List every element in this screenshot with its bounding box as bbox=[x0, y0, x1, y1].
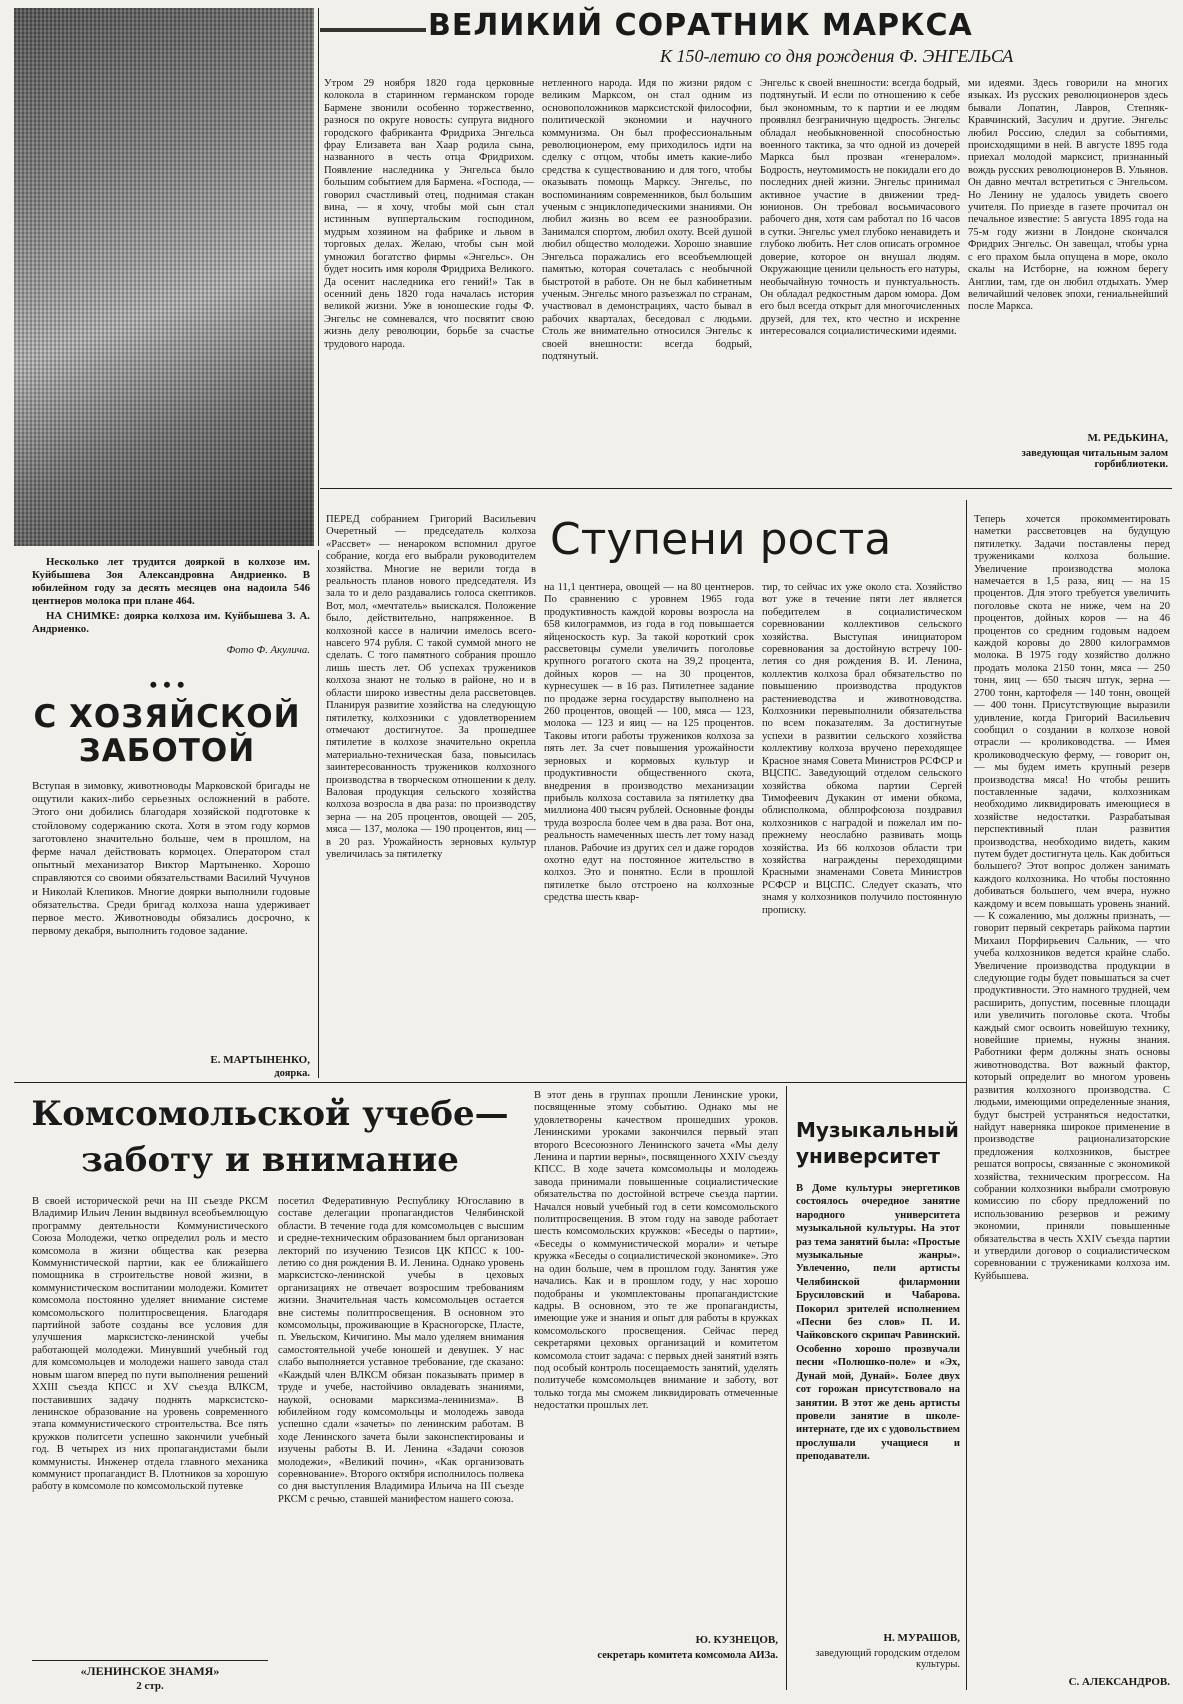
zabota-author-role: доярка. bbox=[274, 1068, 310, 1079]
zabota-dots: ••• bbox=[149, 672, 191, 697]
komsomol-title-line2: заботу и внимание bbox=[81, 1140, 459, 1180]
komsomol-title-line1: Комсомольской учебе— bbox=[31, 1094, 509, 1134]
engels-author: М. РЕДЬКИНА, bbox=[1087, 432, 1168, 444]
music-author: Н. МУРАШОВ, bbox=[883, 1632, 960, 1644]
zabota-title: С ХОЗЯЙСКОЙ ЗАБОТОЙ bbox=[33, 699, 301, 769]
engels-author-role: заведующая читальным залом горбиблиотеки. bbox=[1021, 448, 1168, 470]
photo-caption-text: Несколько лет трудится дояркой в колхозе им. Куйбышева Зоя Александровна Андриенко. В юбилейном году за десять месяцев она надоила 546 центнеров молока при плане 464. bbox=[32, 556, 310, 607]
engels-col-4: ми идеями. Здесь говорили на многих языках. Из русских революционеров здесь бывали Лопатин, Лавров, Степняк-Кравчинский, Засулич и другие. Энгельс любил Россию, следил за событиями, происходящими в ней. В августе 1895 года приехал молодой марксист, признанный вождь русских революционеров В. Ульянов. Он давно мечтал встретиться с Энгельсом. Но Ленину не удалось увидеть своего учителя. По приезде в газете прочитал он печальное известие: 5 августа 1895 года на 75-м году жизни в Лондоне скончался Фридрих Энгельс. Он завещал, чтобы урна с его прахом была опущена в море, около скалы на Истборне, на южном берегу Англии, там, где он любил отдыхать. Умер величайший человек эпохи, гениальнейший после Маркса. bbox=[968, 78, 1168, 313]
komsomol-author: Ю. КУЗНЕЦОВ, bbox=[695, 1634, 778, 1646]
music-author-role: заведующий городским отделом культуры. bbox=[815, 1648, 960, 1670]
page-number: 2 стр. bbox=[136, 1680, 164, 1692]
newspaper-name: «ЛЕНИНСКОЕ ЗНАМЯ» bbox=[80, 1664, 220, 1678]
stupeni-title: Ступени роста bbox=[550, 514, 892, 565]
komsomol-col-1: В своей исторической речи на III съезде РКСМ Владимир Ильич Ленин выдвинул всеобъемлющую программу деятельности Коммунистического Союза Молодежи, четко определил роль и место комсомола в жизни общества как резерва Коммунистической партии, как ее ближайшего помощника в строительстве новой жизни, в коммунистическом воспитании молодежи. Комитет комсомола постоянно уделяет внимание системе комсомольского политпросвещения. Благодаря партийной заботе созданы все условия для улучшения марксистско-ленинской учебы работающей молодежи. Минувший учебный год для комсомольцев и молодежи нашего завода стал новым шагом вперед по пути выполнения решений XXIII съезда КПСС и XV съезда ВЛКСМ, поставивших задачу поднять марксистско-ленинское образование на уровень современного этапа коммунистического строительства. Все пять кружков политсети успешно закончили учебный год. В четырех из них пропагандистами были коммунисты. Инженер отдела главного механика коммунист пропагандист В. Плотников за хорошую работу в комсомоле по комсомольской путевке bbox=[32, 1196, 268, 1493]
music-title-line2: университет bbox=[796, 1144, 941, 1168]
stupeni-col-4: Теперь хочется прокомментировать наметки рассветовцев на будущую пятилетку. Задачи поставлены перед тружениками колхоза большие. Увеличение производства молока намечается в 1,5 раза, яиц — на 15 процентов. Для этого требуется увеличить поголовье скота не ниже, чем на 20 процентов, дойных коров — на 46 процентов со средним годовым надоем каждой коровы до 2800 килограммов молока. В 1975 году хозяйство должно продать молока 2150 тонн, мяса — 250 тонн, яиц — 650 тысяч штук, зерна — 2700 тонн, картофеля — 140 тонн, овощей — 400 тонн. Присутствующие выразили удивление, когда Григорий Васильевич сообщил о создании в колхозе новой отрасли — кролиководства. — Имея кролиководческую ферму, — говорит он, — мы будем иметь крупный резерв производства мяса! Но чтобы решить поставленные задачи, колхозникам необходимо ликвидировать имеющиеся в хозяйстве недостатки. Разрабатывая перспективный план развития производства, необходимо видеть, каким путем будет достигнута цель. Как добиться большего? Этот вопрос должен занимать каждого колхозника. Но чтобы постоянно добиваться большего, чем вчера, нужно каждому и всем повышать уровень знаний. — К сожалению, мы должны признать, — говорит первый секретарь райкома партии Михаил Порфирьевич Сальник, — что учеба колхозников ведется крайне слабо. Увеличение производства продукции в следующие годы будет повышаться за счет продуктивности. Это намного трудней, чем расширить, допустим, посевные площади или увеличить поголовье скота. Чтобы каждый смог освоить новейшую технику, новейшие приемы, нужны знания. Работники ферм должны знать основы животноводства. Вот важный фактор, который определит во многом уровень развития колхозного производства. С людьми, имеющими определенные знания, будут быстрей устраняться недостатки, найдут наверняка широкое применение в производстве рационализаторские предложения колхозников, быстрее решатся вопросы, связанные с экономикой хозяйства, техническим прогрессом. На собрании колхозники выбрали смотровую комиссию по сбору предложений по использованию резервов и режиму экономии, приняли повышенные обязательства в честь XXIV съезда партии и утвердили договор о социалистическом соревновании с тружениками колхоза им. Куйбышева. bbox=[974, 514, 1170, 1282]
milkmaid-photo bbox=[14, 8, 314, 546]
stupeni-col-1: ПЕРЕД собранием Григорий Васильевич Очеретный — председатель колхоза «Рассвет» — ненароком вспомнил другое собрание, когда его выбрали руководителем хозяйства. Многие не верили тогда в реальность планов нового председателя. Из зала то и дело раздавались голоса скептиков. Вот, мол, «мечтатель» выискался. Положение было, действительно, напряженное. В колхозной кассе в наличии имелось всего-навсего 974 рубля. С такой суммой много не сделать. С того памятного собрания прошло лишь шесть лет. Об успехах тружеников колхоза знают не только в районе, но и в области широко известны дела рассветовцев. Планируя развитие хозяйства на следующую пятилетку, колхозники с удовлетворением отмечают достигнутое. За прошедшее пятилетие в колхозе значительно окрепла материально-техническая база, повысилась заинтересованность тружеников колхозного производства в творческом отношении к делу. Валовая продукция сельского хозяйства колхоза возросла в два раза: по производству зерна — на 205 процентов, овощей — 205, мяса — 137, молока — 190 процентов, яиц — в 20 раз. Урожайность зерновых культур увеличилась за пятилетку bbox=[326, 514, 536, 860]
engels-col-1: Утром 29 ноября 1820 года церковные колокола в старинном германском городе Бармене звонили особенно торжественно, разнося по округе новость: супруга видного городского фабриканта Фридриха Энгельса фрау Елизавета ван Хаар родила сына, названного в честь отца Фридрихом. Появление наследника у Энгельса было большим событием для Бармена. «Господа, — говорил счастливый отец, поднимая стакан вина, — я хочу, чтобы мой сын стал истинным вуппертальским господином, мудрым хозяином на фабрике и львом в торговых делах. Желаю, чтобы сын мой умножил богатство фирмы «Энгельс». Он будет носить имя короля Фридриха Великого. Да осенит наследника его гений!» Так в осенний день 1820 года началась история великой жизни. Уже в юношеские годы Ф. Энгельс не сомневался, что посвятит свою жизнь делу революции, борьбе за счастье трудового народа. bbox=[324, 78, 534, 350]
komsomol-col-2: посетил Федеративную Республику Югославию в составе делегации пропагандистов Челябинской области. В течение года для комсомольцев с высшим и средне-техническим образованием был организован лекторий по изучению Тезисов ЦК КПСС к 100-летию со дня рождения В. И. Ленина. Однако уровень марксистско-ленинской учебы в цеховых организациях не отвечает возросшим требованиям жизни. Значительная часть комсомольцев остается вне системы политпросвещения. В основном это комсомольцы, проживающие в Красногорске, Пласте, п. Увельском, Кичигино. Мы мало уделяем внимания самостоятельной учебе юношей и девушек. У нас слабо выполняется уставное требование, где сказано: «Каждый член ВЛКСМ обязан показывать пример в труде и учебе, настойчиво овладевать знаниями, наукой, основами марксизма-ленинизма». В юбилейном году комсомольцы и молодежь завода успешно сдали «зачеты» по ленинским работам. В ходе Ленинского зачета были законспектированы и изучены работы В. И. Ленина «Задачи союзов молодежи», «Великий почин», «Как организовать соревнование». Второго октября исполнилось полвека со дня выступления Владимира Ильича на III съезде РКСМ с речью, ставшей манифестом нашего союза. bbox=[278, 1196, 524, 1505]
music-body: В Доме культуры энергетиков состоялось очередное занятие народного университета музыкальной культуры. На этот раз тема занятий была: «Простые музыкальные жанры». Увлеченно, пели артисты Челябинской филармонии Брусиловский и Чабарова. Покорил зрителей исполнением «Песни без слов» П. И. Чайковского скрипач Равинский. Особенно хорошо прозвучали песни «Полюшко-поле» и «Эх, Дунай мой, Дунай». Более двух сот горожан присутствовало на занятии. В этот же день артисты провели занятие в школе-интернате, где их с удовольствием прослушали учащиеся и преподаватели. bbox=[796, 1183, 960, 1463]
komsomol-col-3: В этот день в группах прошли Ленинские уроки, посвященные этому событию. Однако мы не удовлетворены качеством прошедших уроков. Ленинскими уроками закончился первый этап второго Всесоюзного Ленинского зачета «Мы делу Ленина и партии верны», посвященного XXIV съезду КПСС. В ходе зачета комсомольцы и молодежь завода принимали повышенные социалистические обязательства по достойной встрече съезда партии. Начался новый учебный год в сети комсомольского политпросвещения. В этом году на заводе работает шесть комсомольских кружков: «Беседы о партии», «Беседы о коммунистической морали» и четыре кружка «Беседы о социалистической экономике». Это на один больше, чем в прошлом году. Занятия уже начались. Как и в прошлом году, у нас хорошо подобраны и укомплектованы пропагандистские кадры. В основном, это те же пропагандисты, имеющие уже и знания и опыт для работы в кружках комсомольского просвещения. Сейчас перед секретарями цеховых организаций и комитетом комсомола стоит задача: с первых дней занятий взять под особый контроль посещаемость занятий, уделять политучебе комсомольцев внимание и заботу, вот только тогда мы сможем ликвидировать отмеченные недостатки прошлых лет. bbox=[534, 1090, 778, 1412]
photo-caption bbox=[32, 556, 310, 657]
engels-col-3: Энгельс к своей внешности: всегда бодрый, подтянутый. И если по отношению к себе был экономным, то к партии и ее людям проявлял безграничную щедрость. Энгельс обладал необыкновенной способностью военного тактика, за что одной из дочерей Маркса был прозван «генералом». Бодрость, неутомимость не покидали его до последних дней жизни. Энгельс принимал активное участие в движении тред-юнионов. Он требовал восьмичасового рабочего дня, хотя сам работал по 16 часов в сутки. Энгельс умел глубоко ненавидеть и глубоко любить. Нет слов описать огромное доверие, которое он внушал людям. Окружающие ценили цельность его натуры, необычайную точность и пунктуальность. Он обладал редкостным даром юмора. Дом его был всегда открыт для многочисленных друзей, для тех, кто честно и искренне интересовался социалистическими идеями. bbox=[760, 78, 960, 338]
stupeni-author: С. АЛЕКСАНДРОВ. bbox=[1068, 1676, 1170, 1688]
engels-subtitle: К 150-летию со дня рождения Ф. ЭНГЕЛЬСА bbox=[660, 46, 1014, 66]
engels-col-2: нетленного народа. Идя по жизни рядом с великим Марксом, он стал одним из основоположников марксистской философии, политической экономии и научного коммунизма. Он был профессиональным революционером, ему приходилось идти на сделку с отцом, чтобы иметь какие-либо средства к существованию и для того, чтобы оказывать помощь Марксу. Энгельс, по воспоминаниям современников, был большим ученым с энциклопедическими знаниями. Он любил жизнь во всем ее разнообразии. Занимался спортом, любил охоту. Всей душой любил общество молодежи. Хорошо знавшие Энгельса поражались его всеобъемлющей памятью, которая сочеталась с необычной быстротой в работе. Он не был кабинетным ученым. Энгельс много разъезжал по странам, участвовал в демонстрациях, часто бывал в рабочих кварталах, беседовал с людьми. Столь же внимательно относился Энгельс к своей внешности: всегда бодрый, подтянутый. bbox=[542, 78, 752, 362]
music-title-line1: Музыкальный bbox=[796, 1118, 959, 1142]
zabota-body: Вступая в зимовку, животноводы Марковской бригады не ощутили каких-либо серьезных осложнений в работе. Этого они добились благодаря хозяйской подготовке к стойловому содержанию скота. Хотя в этом году кормов заготовлено значительно больше, чем в прошлом, на ферме начал действовать кормоцех. Оператором стал опытный механизатор Виктор Мартыненко. Хорошо справляются со своими обязательствами Василий Чучунов и Николай Клепиков. Многие доярки выполнили годовые обязательства. Среди бригад колхоза наша удерживает первое место. Животноводы обязались досрочно, к первому декабря, выполнить годовое задание. bbox=[32, 780, 310, 938]
photo-na-snimke: НА СНИМКЕ: доярка колхоза им. Куйбышева З. А. Андриенко. bbox=[32, 610, 310, 635]
stupeni-col-3: тир, то сейчас их уже около ста. Хозяйство вот уже в течение пяти лет является победителем в социалистическом соревновании коллективов сельского хозяйства. Выступая инициатором соревнования за достойную встречу 100-летия со дня рождения В. И. Ленина, коллектив колхоза брал обязательство по повышению производства продуктов растениеводства и животноводства. Колхозники перевыполнили обязательства по всем показателям. За достигнутые успехи в развитии сельского хозяйства коллективу колхоза вручено переходящее Красное знамя Совета Министров РСФСР и ВЦСПС. Заведующий отделом сельского хозяйства обкома партии Сергей Тимофеевич Дукакин от имени обкома, облисполкома, облпрофсоюза поздравил колхозников с наградой и пожелал им по-прежнему неослабно развивать мощь хозяйства. Из 66 колхозов области три хозяйства награждены переходящими Красными знаменами Совета Министров РСФСР и ВЦСПС. Следует сказать, что знамя у колхозников получило постоянную прописку. bbox=[762, 582, 962, 916]
stupeni-col-2: на 11,1 центнера, овощей — на 80 центнеров. По сравнению с уровнем 1965 года продуктивность каждой коровы возросла на 658 килограммов, из года в год повышается яйценоскость кур. За такой короткий срок рассветовцы сумели увеличить поголовье крупного рогатого скота на 39,2 процента, дойных коров — на 30 процентов, курнесушек — в 16 раз. Пятилетнее задание по продаже зерна государству выполнено на 260 процентов, овощей — 100, мяса — 123, молока — 123 и яиц — на 125 процентов. Таковы итоги работы тружеников колхоза за пять лет. За счет повышения урожайности зерновых и кормовых культур и продуктивности общественного скота, внедрения в производство механизации прибыль колхоза составила за пятилетку два миллиона 400 тысяч рублей. Основные фонды труда возросла более чем в два раза. Вот она, реальность намеченных шесть лет тому назад планов. Рабочие из других сел и даже городов охотно едут на постоянное жительство в колхоз. Это и понятно. Если в прошлой пятилетке было отстроено на колхозные средства шесть квар- bbox=[544, 582, 754, 904]
komsomol-author-role: секретарь комитета комсомола АИЗа. bbox=[597, 1650, 778, 1661]
zabota-author: Е. МАРТЫНЕНКО, bbox=[210, 1054, 310, 1066]
engels-title: ВЕЛИКИЙ СОРАТНИК МАРКСА bbox=[428, 8, 973, 43]
photo-credit: Фото Ф. Акулича. bbox=[226, 644, 310, 656]
